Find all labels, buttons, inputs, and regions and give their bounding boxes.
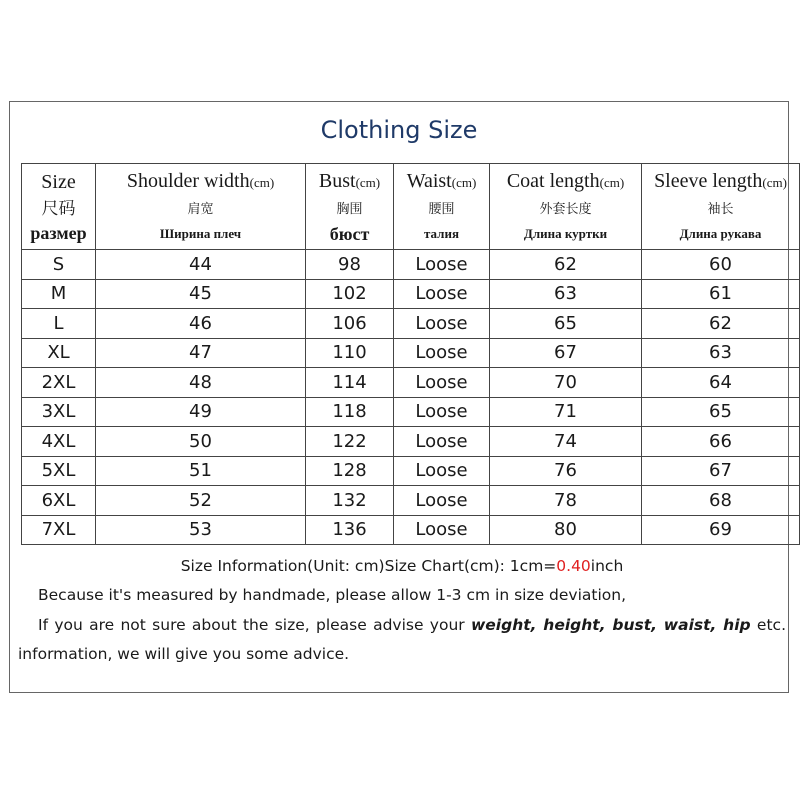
cell-coat-length: 71 (490, 397, 642, 427)
chart-title: Clothing Size (320, 116, 478, 144)
cell-bust: 106 (306, 309, 394, 339)
cell-size: 7XL (22, 515, 96, 545)
unit-conversion-note: Size Information(Unit: cm)Size Chart(cm): 1cm=0.40inch (180, 557, 624, 575)
cell-shoulder-width: 45 (96, 279, 306, 309)
cell-waist: Loose (394, 309, 490, 339)
advice-note: If you are not sure about the size, please advise your weight, height, bust, waist, hip etc. (38, 616, 786, 634)
header-waist: Waist(cm) 腰围 талия (394, 164, 490, 250)
cell-size: 6XL (22, 486, 96, 516)
cell-bust: 122 (306, 427, 394, 457)
cell-waist: Loose (394, 515, 490, 545)
measurement-deviation-note: Because it's measured by handmade, please allow 1-3 cm in size deviation, (38, 586, 627, 604)
cell-sleeve-length: 68 (642, 486, 800, 516)
table-row (22, 456, 800, 486)
cell-bust: 98 (306, 250, 394, 280)
cell-size: L (22, 309, 96, 339)
cell-shoulder-width: 47 (96, 338, 306, 368)
cell-bust: 128 (306, 456, 394, 486)
inch-conversion-value: 0.40 (556, 557, 591, 575)
header-shoulder-width: Shoulder width(cm) 肩宽 Ширина плеч (96, 164, 306, 250)
cell-shoulder-width: 44 (96, 250, 306, 280)
cell-shoulder-width: 51 (96, 456, 306, 486)
table-row (22, 309, 800, 339)
cell-shoulder-width: 53 (96, 515, 306, 545)
table-row (22, 397, 800, 427)
size-notes (18, 552, 786, 668)
cell-sleeve-length: 66 (642, 427, 800, 457)
cell-sleeve-length: 63 (642, 338, 800, 368)
table-row (22, 427, 800, 457)
cell-coat-length: 76 (490, 456, 642, 486)
cell-waist: Loose (394, 368, 490, 398)
cell-waist: Loose (394, 427, 490, 457)
cell-sleeve-length: 67 (642, 456, 800, 486)
header-sleeve-length: Sleeve length(cm) 袖长 Длина рукава (642, 164, 800, 250)
cell-sleeve-length: 60 (642, 250, 800, 280)
cell-waist: Loose (394, 279, 490, 309)
cell-coat-length: 80 (490, 515, 642, 545)
cell-coat-length: 67 (490, 338, 642, 368)
header-bust: Bust(cm) 胸围 бюст (306, 164, 394, 250)
cell-size: 3XL (22, 397, 96, 427)
advice-note-continued: information, we will give you some advice. (18, 645, 350, 663)
table-row (22, 250, 800, 280)
cell-coat-length: 78 (490, 486, 642, 516)
cell-sleeve-length: 65 (642, 397, 800, 427)
table-row (22, 486, 800, 516)
cell-size: S (22, 250, 96, 280)
cell-shoulder-width: 48 (96, 368, 306, 398)
cell-bust: 102 (306, 279, 394, 309)
cell-sleeve-length: 62 (642, 309, 800, 339)
cell-bust: 114 (306, 368, 394, 398)
header-size: Size 尺码 размер (22, 164, 96, 250)
cell-coat-length: 63 (490, 279, 642, 309)
cell-shoulder-width: 46 (96, 309, 306, 339)
cell-bust: 110 (306, 338, 394, 368)
cell-size: 2XL (22, 368, 96, 398)
cell-waist: Loose (394, 250, 490, 280)
cell-size: 4XL (22, 427, 96, 457)
cell-coat-length: 70 (490, 368, 642, 398)
header-row (22, 164, 800, 250)
cell-coat-length: 62 (490, 250, 642, 280)
table-row (22, 279, 800, 309)
cell-shoulder-width: 52 (96, 486, 306, 516)
table-row (22, 515, 800, 545)
table-row (22, 368, 800, 398)
cell-sleeve-length: 69 (642, 515, 800, 545)
cell-bust: 118 (306, 397, 394, 427)
header-coat-length: Coat length(cm) 外套长度 Длина куртки (490, 164, 642, 250)
cell-waist: Loose (394, 397, 490, 427)
advice-keywords: weight, height, bust, waist, hip (470, 616, 751, 634)
cell-coat-length: 65 (490, 309, 642, 339)
cell-size: 5XL (22, 456, 96, 486)
cell-waist: Loose (394, 338, 490, 368)
cell-bust: 132 (306, 486, 394, 516)
cell-waist: Loose (394, 486, 490, 516)
table-row (22, 338, 800, 368)
size-table-body (22, 250, 800, 545)
cell-coat-length: 74 (490, 427, 642, 457)
size-table (21, 163, 800, 545)
cell-sleeve-length: 64 (642, 368, 800, 398)
cell-waist: Loose (394, 456, 490, 486)
cell-sleeve-length: 61 (642, 279, 800, 309)
cell-shoulder-width: 49 (96, 397, 306, 427)
cell-size: XL (22, 338, 96, 368)
cell-bust: 136 (306, 515, 394, 545)
cell-size: M (22, 279, 96, 309)
cell-shoulder-width: 50 (96, 427, 306, 457)
